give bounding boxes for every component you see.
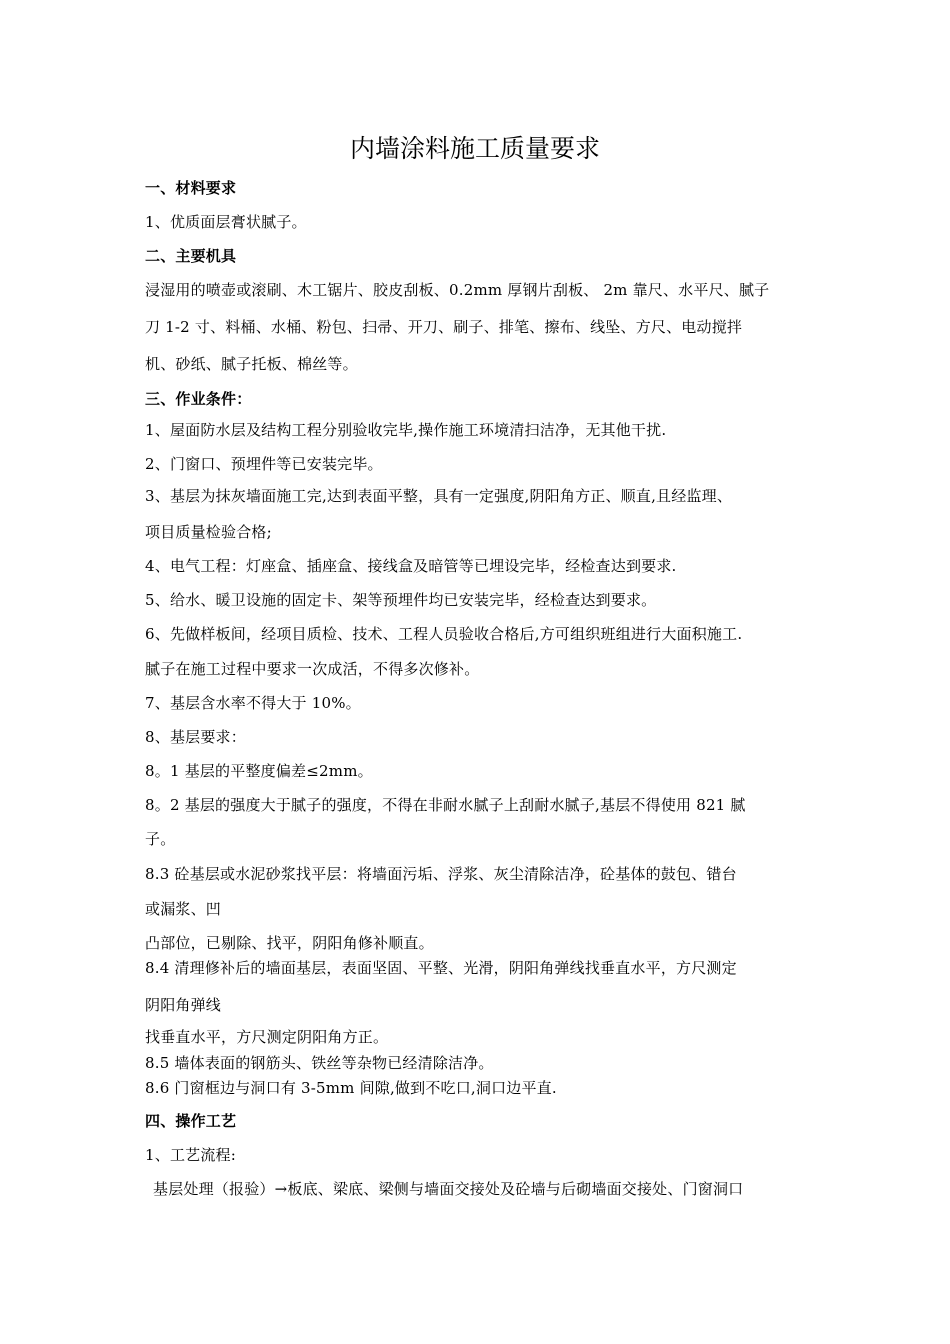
paragraph-line: 1、工艺流程:: [145, 1146, 236, 1164]
paragraph-line: 子。: [145, 830, 176, 848]
paragraph-line: 8.5 墙体表面的钢筋头、铁丝等杂物已经清除洁净。: [145, 1054, 494, 1072]
section-heading-tools: 二、主要机具: [145, 247, 237, 265]
section-heading-conditions: 三、作业条件：: [145, 390, 252, 408]
paragraph-line: 刀 1-2 寸、料桶、水桶、粉包、扫帚、开刀、刷子、排笔、擦布、线坠、方尺、电动搅拌: [145, 318, 743, 336]
paragraph-line: 8。1 基层的平整度偏差≤2mm。: [145, 762, 373, 780]
paragraph-line: 阴阳角弹线: [145, 996, 222, 1014]
paragraph-line: 5、给水、暖卫设施的固定卡、架等预埋件均已安装完毕，经检查达到要求。: [145, 591, 657, 609]
paragraph-line: 2、门窗口、预埋件等已安装完毕。: [145, 455, 383, 473]
paragraph-line: 腻子在施工过程中要求一次成活，不得多次修补。: [145, 660, 480, 678]
paragraph-line: 4、电气工程：灯座盒、插座盒、接线盒及暗管等已埋设完毕，经检查达到要求.: [145, 557, 677, 575]
paragraph-line: 或漏浆、凹: [145, 900, 222, 918]
paragraph-line: 浸湿用的喷壶或滚刷、木工锯片、胶皮刮板、0.2mm 厚钢片刮板、 2m 靠尺、水平尺、腻子: [145, 281, 770, 299]
paragraph-line: 项目质量检验合格;: [145, 523, 272, 541]
paragraph-line: 8.4 清理修补后的墙面基层，表面坚固、平整、光滑，阴阳角弹线找垂直水平，方尺测定: [145, 959, 737, 977]
section-heading-materials: 一、材料要求: [145, 179, 237, 197]
paragraph-line: 8.3 砼基层或水泥砂浆找平层：将墙面污垢、浮浆、灰尘清除洁净，砼基体的鼓包、错台: [145, 865, 737, 883]
section-heading-process: 四、操作工艺: [145, 1112, 237, 1130]
paragraph-line: 基层处理（报验）→板底、梁底、梁侧与墙面交接处及砼墙与后砌墙面交接处、门窗洞口: [153, 1180, 744, 1198]
paragraph-line: 1、屋面防水层及结构工程分别验收完毕,操作施工环境清扫洁净，无其他干扰.: [145, 421, 667, 439]
paragraph-line: 8、基层要求：: [145, 728, 246, 746]
paragraph-line: 7、基层含水率不得大于 10%。: [145, 694, 361, 712]
paragraph-line: 8。2 基层的强度大于腻子的强度，不得在非耐水腻子上刮耐水腻子,基层不得使用 821 腻: [145, 796, 746, 814]
paragraph-line: 凸部位，已剔除、找平，阴阳角修补顺直。: [145, 934, 434, 952]
paragraph-line: 3、基层为抹灰墙面施工完,达到表面平整，具有一定强度,阴阳角方正、顺直,且经监理、: [145, 487, 733, 505]
paragraph-line: 8.6 门窗框边与洞口有 3-5mm 间隙,做到不吃口,洞口边平直.: [145, 1079, 557, 1097]
paragraph-line: 1、优质面层膏状腻子。: [145, 213, 307, 231]
paragraph-line: 找垂直水平，方尺测定阴阳角方正。: [145, 1028, 389, 1046]
paragraph-line: 机、砂纸、腻子托板、棉丝等。: [145, 355, 358, 373]
paragraph-line: 6、先做样板间，经项目质检、技术、工程人员验收合格后,方可组织班组进行大面积施工.: [145, 625, 743, 643]
document-title: 内墙涂料施工质量要求: [349, 134, 600, 163]
